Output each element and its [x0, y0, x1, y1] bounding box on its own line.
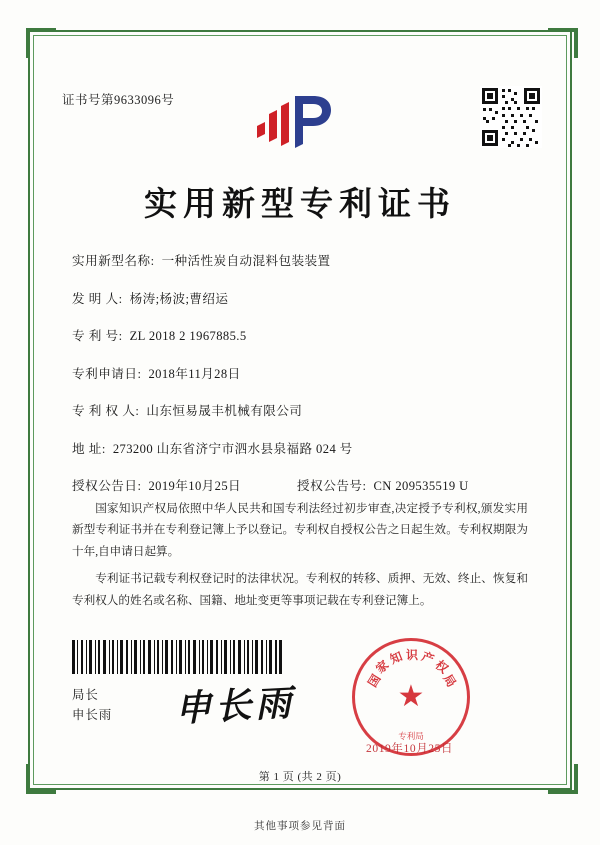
field-list [72, 250, 532, 513]
field-label: 实用新型名称: [72, 254, 155, 268]
seal-date: 2019年10月25日 [366, 743, 454, 755]
field-label: 专利申请日: [72, 366, 142, 381]
field-value: 2018年11月28日 [148, 366, 241, 381]
seal-char: 局 [440, 671, 459, 690]
grant-date-value: 2019年10月25日 [148, 479, 242, 493]
field-row [72, 288, 532, 307]
seal-char: 识 [406, 648, 419, 662]
seal-char: 家 [373, 657, 392, 677]
field-row [72, 438, 532, 457]
field-row [72, 400, 532, 419]
patent-office-logo-icon [243, 82, 339, 160]
field-label: 地 址: [72, 441, 106, 456]
grant-announcement-row [72, 475, 532, 494]
body-paragraph: 国家知识产权局依照中华人民共和国专利法经过初步审查,决定授予专利权,颁发实用新型专利证书并在专利登记簿上予以登记。专利权自授权公告之日起生效。专利权期限为十年,自申请日起算。 [72, 502, 528, 558]
director-title: 局长 [72, 688, 99, 702]
seal-bottom-text: 专利局 [398, 731, 424, 741]
seal-char: 产 [419, 649, 437, 667]
field-row [72, 363, 532, 382]
director-signature-block [72, 686, 112, 726]
field-value: 山东恒易晟丰机械有限公司 [146, 404, 303, 418]
body-paragraph: 专利证书记载专利权登记时的法律状况。专利权的转移、质押、无效、终止、恢复和专利权人的姓名或名称、国籍、地址变更等事项记载在专利登记簿上。 [72, 572, 528, 607]
grant-number-value: CN 209535519 U [373, 479, 469, 493]
field-value: 273200 山东省济宁市泗水县泉福路 024 号 [112, 441, 353, 456]
seal-char: 知 [388, 649, 405, 667]
seal-char: 权 [432, 657, 451, 677]
legal-body-text [72, 498, 528, 617]
field-label: 专 利 权 人: [72, 404, 140, 418]
field-value: ZL 2018 2 1967885.5 [129, 329, 247, 343]
field-row [72, 250, 532, 269]
page-number: 第 1 页 (共 2 页) [258, 771, 342, 783]
certificate-number: 证书号第9633096号 [62, 93, 175, 107]
grant-date-label: 授权公告日: [72, 479, 142, 493]
seal-char: 国 [365, 671, 384, 690]
grant-number-label: 授权公告号: [297, 479, 367, 493]
seal-star-icon: ★ [397, 680, 425, 713]
page-title: 实用新型专利证书 [144, 187, 456, 223]
field-label: 发 明 人: [72, 291, 123, 306]
handwritten-signature: 申长雨 [174, 682, 297, 730]
director-name: 申长雨 [72, 707, 113, 722]
field-label: 专 利 号: [72, 329, 123, 343]
barcode-icon [72, 640, 282, 674]
official-seal [352, 638, 470, 756]
corner-ornament-top-right [548, 28, 578, 58]
qr-code-icon [480, 86, 542, 148]
field-row [72, 325, 532, 344]
field-value: 杨涛;杨波;曹绍运 [129, 291, 229, 306]
field-value: 一种活性炭自动混料包装装置 [161, 254, 331, 268]
corner-ornament-top-left [26, 28, 56, 58]
footer-note: 其他事项参见背面 [254, 821, 346, 832]
